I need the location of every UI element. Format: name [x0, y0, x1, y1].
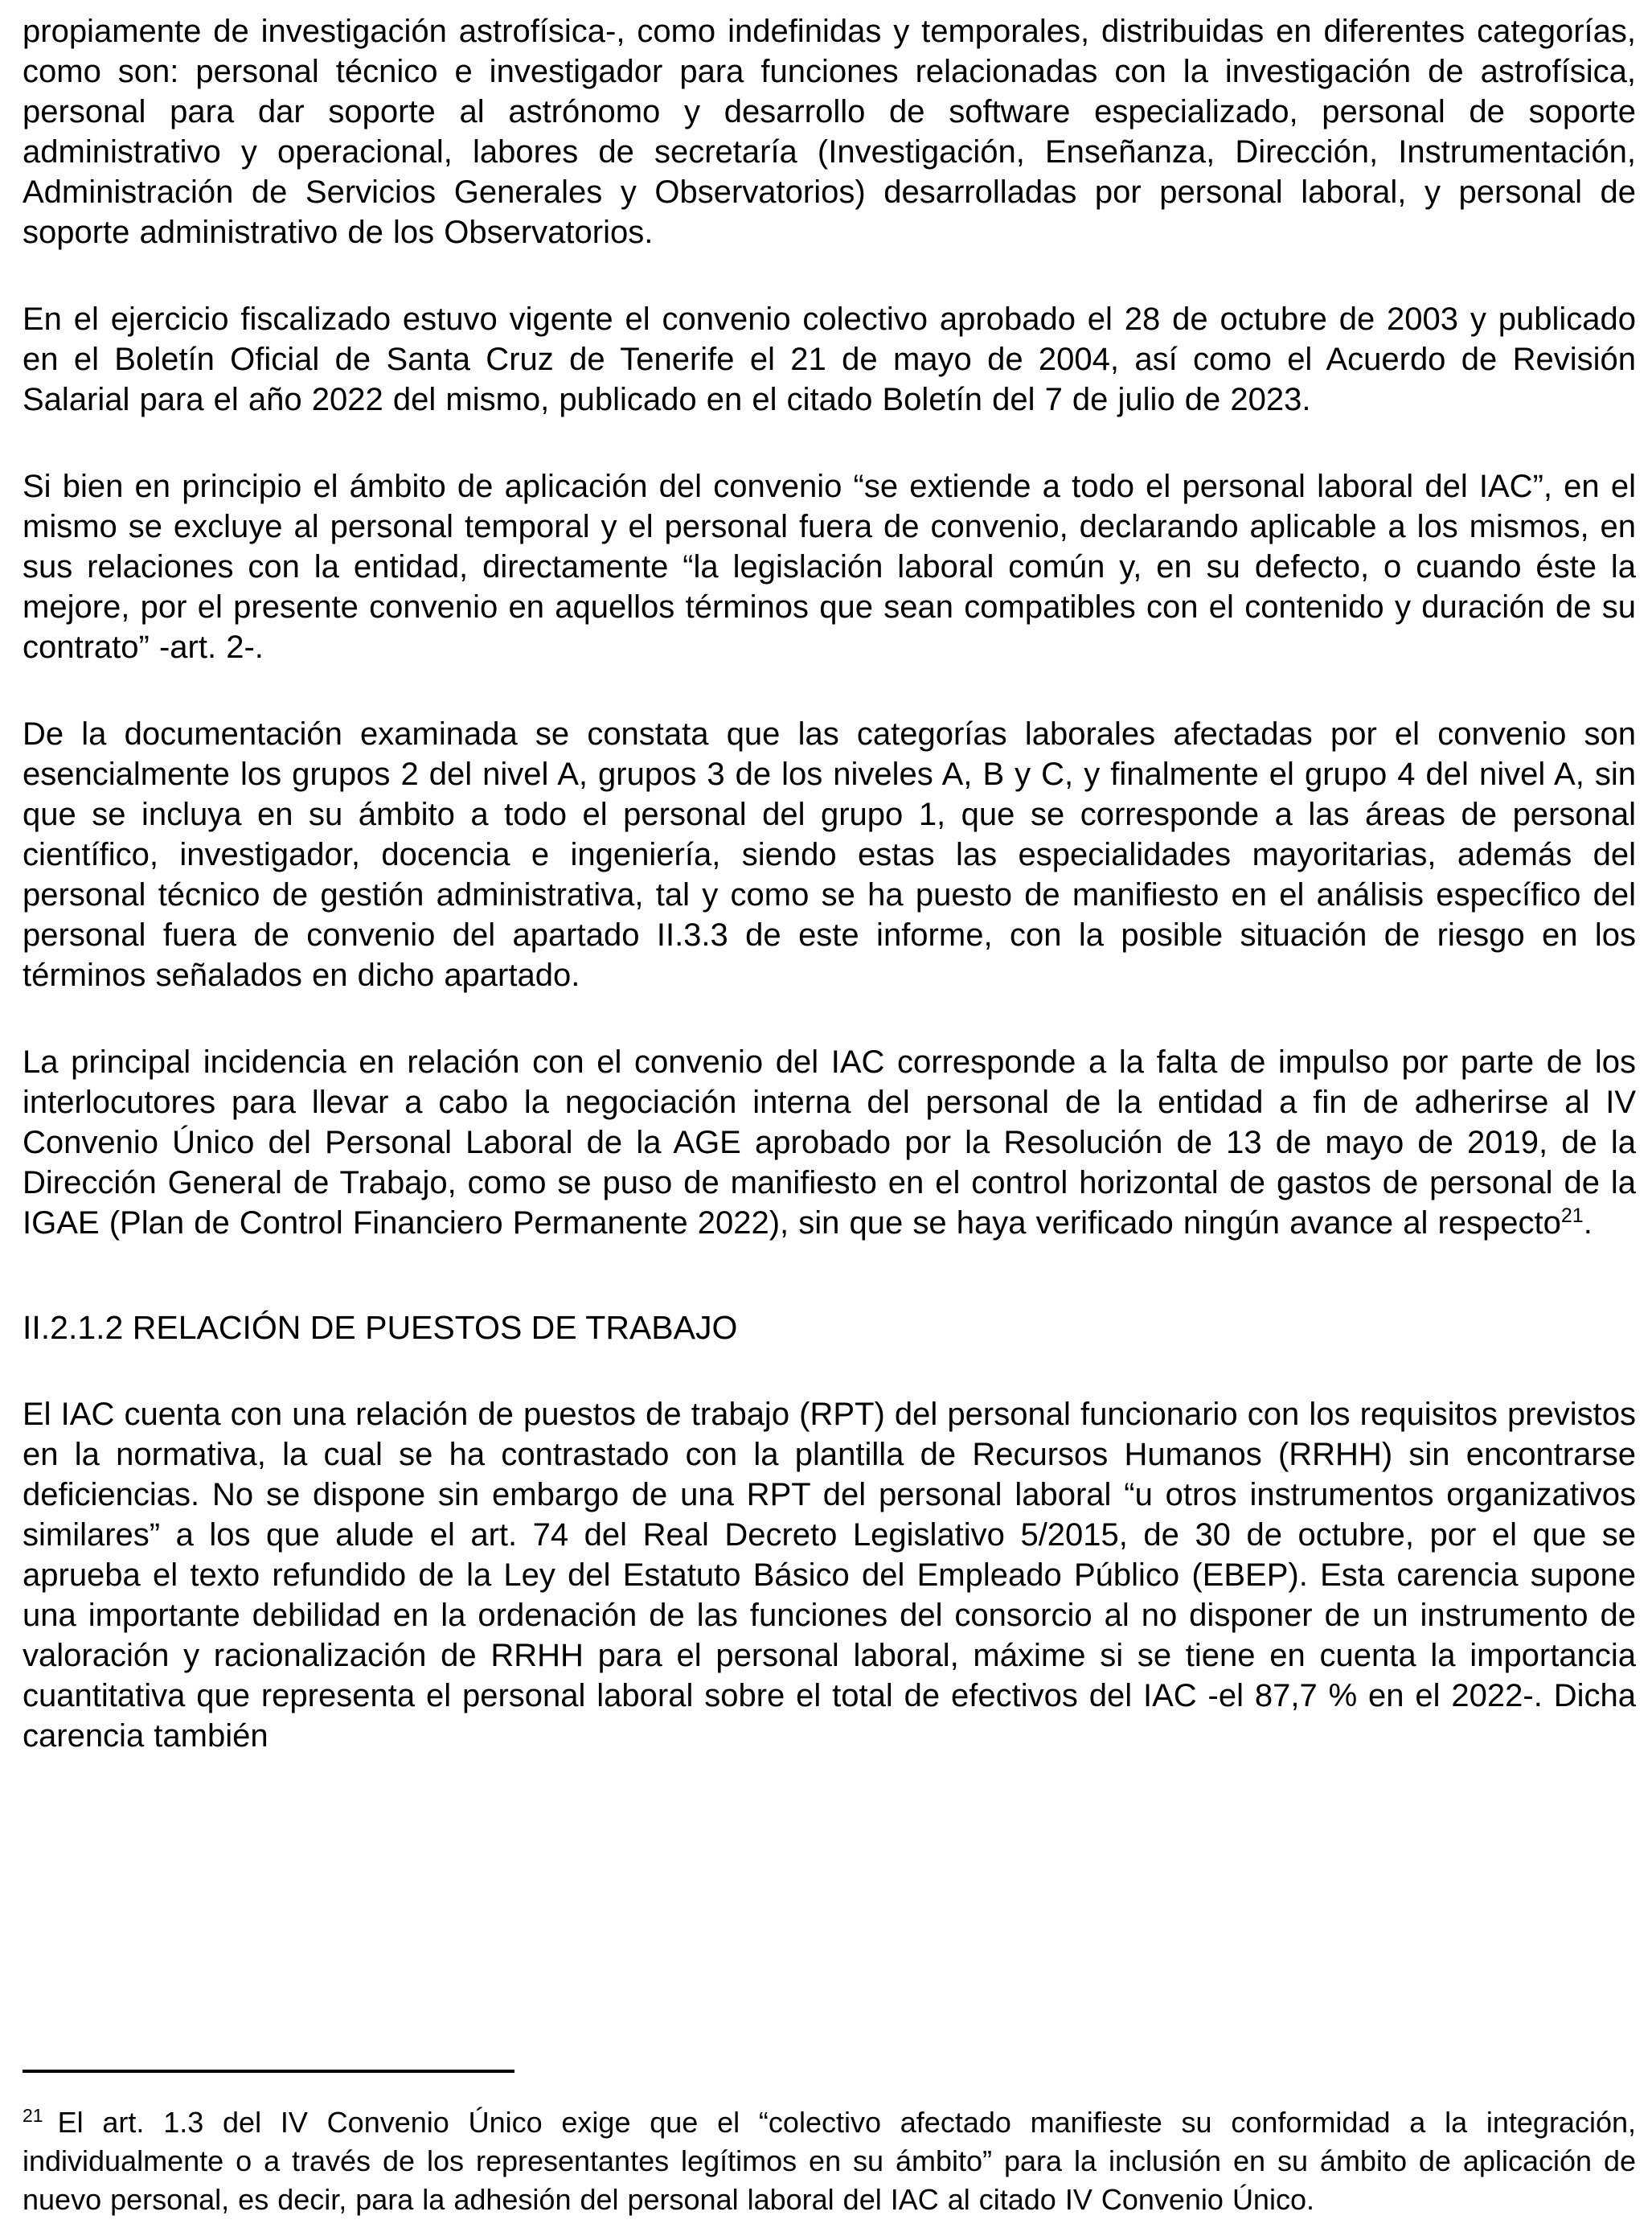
paragraph-rpt: El IAC cuenta con una relación de puestos de trabajo (RPT) del personal funcionario con los requisitos previstos en la normativa, la cual se ha contrastado con la plantilla de Recursos Humanos (RRHH) sin encontrarse deficiencias. No se dispone sin embargo de una RPT del personal laboral “u otros instrumentos organizativos similares” a los que alude el art. 74 del Real Decreto Legislativo 5/2015, de 30 de octubre, por el que se aprueba el texto refundido de la Ley del Estatuto Básico del Empleado Público (EBEP). Esta carencia supone una importante debilidad en la ordenación de las funciones del consorcio al no disponer de un instrumento de valoración y racionalización de RRHH para el personal laboral, máxime si se tiene en cuenta la importancia cuantitativa que representa el personal laboral sobre el total de efectivos del IAC -el 87,7 % en el 2022-. Dicha carencia también	[23, 1397, 1636, 1754]
footnote-text: El art. 1.3 del IV Convenio Único exige que el “colectivo afectado manifieste su conformidad a la integración, individualmente o a través de los representantes legítimos en su ámbito” para la inclusión en su ámbito de aplicación de nuevo personal, es decir, para la adhesión del personal laboral del IAC al citado IV Convenio Único.	[23, 2106, 1636, 2216]
paragraph-text: La principal incidencia en relación con el convenio del IAC corresponde a la falta de impulso por parte de los interlocutores para llevar a cabo la negociación interna del personal de la entidad a fin de adherirse al IV Convenio Único del Personal Laboral de la AGE aprobado por la Resolución de 13 de mayo de 2019, de la Dirección General de Trabajo, como se puso de manifiesto en el control horizontal de gastos de personal de la IGAE (Plan de Control Financiero Permanente 2022), sin que se haya verificado ningún avance al respecto	[23, 1044, 1636, 1241]
footnote-21	[23, 2103, 1636, 2219]
paragraph-categorias-laborales: De la documentación examinada se constata que las categorías laborales afectadas por el convenio son esencialmente los grupos 2 del nivel A, grupos 3 de los niveles A, B y C, y finalmente el grupo 4 del nivel A, sin que se incluya en su ámbito a todo el personal del grupo 1, que se corresponde a las áreas de personal científico, investigador, docencia e ingeniería, siendo estas las especialidades mayoritarias, además del personal técnico de gestión administrativa, tal y como se ha puesto de manifiesto en el análisis específico del personal fuera de convenio del apartado II.3.3 de este informe, con la posible situación de riesgo en los términos señalados en dicho apartado.	[23, 716, 1636, 993]
footnote-reference-21: 21	[1560, 1204, 1584, 1227]
report-body	[23, 11, 1636, 1756]
footnote-marker-21: 21	[23, 2105, 43, 2126]
sentence-period: .	[1583, 1205, 1593, 1241]
paragraph-categorias-personal: propiamente de investigación astrofísica-, como indefinidas y temporales, distribuidas en diferentes categorías, como son: personal técnico e investigador para funciones relacionadas con la investigación de astrofísica, personal para dar soporte al astrónomo y desarrollo de software especializado, personal de soporte administrativo y operacional, labores de secretaría (Investigación, Enseñanza, Dirección, Instrumentación, Administración de Servicios Generales y Observatorios) desarrolladas por personal laboral, y personal de soporte administrativo de los Observatorios.	[23, 14, 1636, 250]
section-heading-relacion-puestos: II.2.1.2 RELACIÓN DE PUESTOS DE TRABAJO	[23, 1309, 738, 1346]
paragraph-convenio-vigente: En el ejercicio fiscalizado estuvo vigente el convenio colectivo aprobado el 28 de octubre de 2003 y publicado en el Boletín Oficial de Santa Cruz de Tenerife el 21 de mayo de 2004, así como el Acuerdo de Revisión Salarial para el año 2022 del mismo, publicado en el citado Boletín del 7 de julio de 2023.	[23, 302, 1636, 417]
paragraph-ambito-aplicacion: Si bien en principio el ámbito de aplicación del convenio “se extiende a todo el personal laboral del IAC”, en el mismo se excluye al personal temporal y el personal fuera de convenio, declarando aplicable a los mismos, en sus relaciones con la entidad, directamente “la legislación laboral común y, en su defecto, o cuando éste la mejore, por el presente convenio en aquellos términos que sean compatibles con el contenido y duración de su contrato” -art. 2-.	[23, 469, 1636, 665]
paragraph-principal-incidencia	[23, 1042, 1636, 1243]
footnote-separator-line	[23, 2070, 514, 2073]
footnote-area	[23, 2070, 1636, 2219]
